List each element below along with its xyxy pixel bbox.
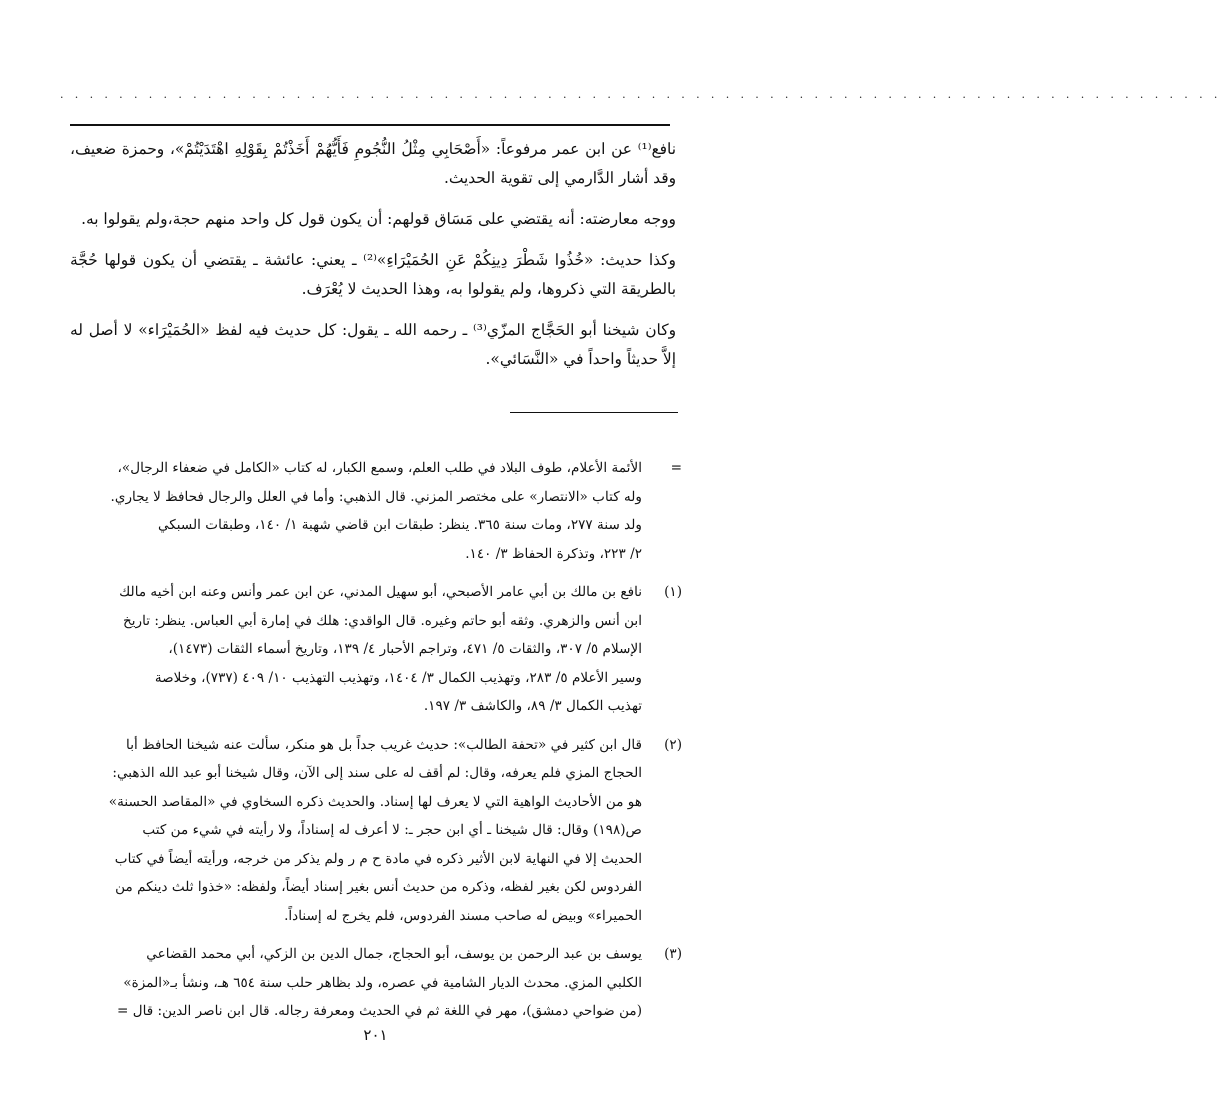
paragraph: نافع⁽¹⁾ عن ابن عمر مرفوعاً: «أَصْحَابِي مِثْلُ النُّجُومِ فَأَيُّهُمْ أَخَذْتُمْ بِقَوْلِهِ اهْتَدَيْتُمْ»، وحمزة ضعيف، وقد أشار الدَّارمي إلى تقوية الحديث. [70,140,676,187]
header-dotted-line: . . . . . . . . . . . . . . . . . . . . . . . . . . . . . . . . . . . . . . . . . . . . . . . . . . . . . . . . . . . . . . . . . . . . . . . . . . . . . . . [60,88,1221,101]
footnote-line: الحميراء» وبيض له صاحب مسند الفردوس، فلم يخرج له إسناداً. [284,907,642,924]
paragraph: ووجه معارضته: أنه يقتضي على مَسَاق قولهم: أن يكون قول كل واحد منهم حجة،ولم يقولوا به. [81,210,676,228]
footnote-line: وسير الأعلام ٥/ ٢٨٣، وتهذيب الكمال ٣/ ١٤٠٤، وتهذيب التهذيب ١٠/ ٤٠٩ (٧٣٧)، وخلاصة [154,669,642,686]
footnote-separator [510,412,678,413]
footnote-line: يوسف بن عبد الرحمن بن يوسف، أبو الحجاج، جمال الدين بن الزكي، أبي محمد القضاعي [146,946,642,962]
footnote-marker: (٣) [664,946,682,962]
footnote-line: ابن أنس والزهري. وثقه أبو حاتم وغيره. قال الواقدي: هلك في إمارة أبي العباس. ينظر: تاريخ [122,612,642,629]
footnote [66,731,682,931]
header-rule [70,124,670,126]
footnote-line: وله كتاب «الانتصار» على مختصر المزني. قال الذهبي: وأما في العلل والرجال فحافظ لا يجاري. [110,488,642,505]
footnote-line: الحجاج المزي فلم يعرفه، وقال: لم أقف له على سند إلى الآن، وقال شيخنا أبو عبد الله الذهبي: [112,765,642,781]
footnote-text [66,454,642,568]
footnote-line: الإسلام ٥/ ٣٠٧، والثقات ٥/ ٤٧١، وتراجم الأحبار ٤/ ١٣٩، وتاريخ أسماء الثقات (١٤٧٣)، [168,641,642,657]
footnote-line: الأئمة الأعلام، طوف البلاد في طلب العلم، وسمع الكبار، له كتاب «الكامل في ضعفاء الرجال»، [117,460,642,476]
footnote-line: الفردوس لكن بغير لفظه، وذكره من حديث أنس بغير إسناد أيضاً، ولفظه: «خذوا ثلث دينكم من [115,879,642,895]
footnote-marker: (١) [664,584,682,600]
footnote [66,454,682,568]
footnotes [66,454,682,1036]
main-text [70,135,676,386]
footnote [66,578,682,721]
paragraph: وكذا حديث: «خُذُوا شَطْرَ دِينِكُمْ عَنِ الحُمَيْرَاءِ»⁽²⁾ ـ يعني: عائشة ـ يقتضي أن يكون قولها حُجَّة بالطريقة التي ذكروها، ولم يقولوا به، وهذا الحديث لا يُعْرَف. [70,251,676,298]
footnote-line: ص(١٩٨) وقال: قال شيخنا ـ أي ابن حجر ـ: لا أعرف له إسناداً، ولا رأيته في شيء من كتب [142,822,642,838]
footnote-marker: = [670,460,682,476]
footnote-text [66,731,642,931]
footnote [66,940,682,1026]
page-number: ٢٠١ [363,1026,388,1044]
footnote-text [66,940,642,1026]
footnote-line: الكلبي المزي. محدث الديار الشامية في عصره، ولد بظاهر حلب سنة ٦٥٤ هـ، ونشأ بـ«المزة» [123,974,642,991]
footnote-line: نافع بن مالك بن أبي عامر الأصبحي، أبو سهيل المدني، عن ابن عمر وأنس وعنه ابن أخيه مالك [119,584,642,600]
footnote-line: ٢/ ٢٢٣، وتذكرة الحفاظ ٣/ ١٤٠. [465,545,642,562]
footnote-line: الحديث إلا في النهاية لابن الأثير ذكره في مادة ح م ر ولم يذكر من خرجه، ورأيته أيضاً في كتاب [114,850,642,867]
footnote-line: هو من الأحاديث الواهية التي لا يعرف لها إسناد. والحديث ذكره السخاوي في «المقاصد الحسنة» [108,793,642,810]
footnote-text [66,578,642,721]
footnote-line: قال ابن كثير في «تحفة الطالب»: حديث غريب جداً بل هو منكر، سألت عنه شيخنا الحافظ أبا [126,736,642,753]
footnote-marker: (٢) [664,736,682,753]
paragraph: وكان شيخنا أبو الحَجَّاج المزّي⁽³⁾ ـ رحمه الله ـ يقول: كل حديث فيه لفظ «الحُمَيْرَاء» لا أصل له إلاَّ حديثاً واحداً في «النَّسَائي». [70,321,677,368]
footnote-line: ولد سنة ٢٧٧، ومات سنة ٣٦٥. ينظر: طبقات ابن قاضي شهبة ١/ ١٤٠، وطبقات السبكي [157,517,642,533]
footnote-line: تهذيب الكمال ٣/ ٨٩، والكاشف ٣/ ١٩٧. [423,698,642,714]
footnote-line: (من ضواحي دمشق)، مهر في اللغة ثم في الحديث ومعرفة رجاله. قال ابن ناصر الدين: قال = [116,1003,642,1019]
